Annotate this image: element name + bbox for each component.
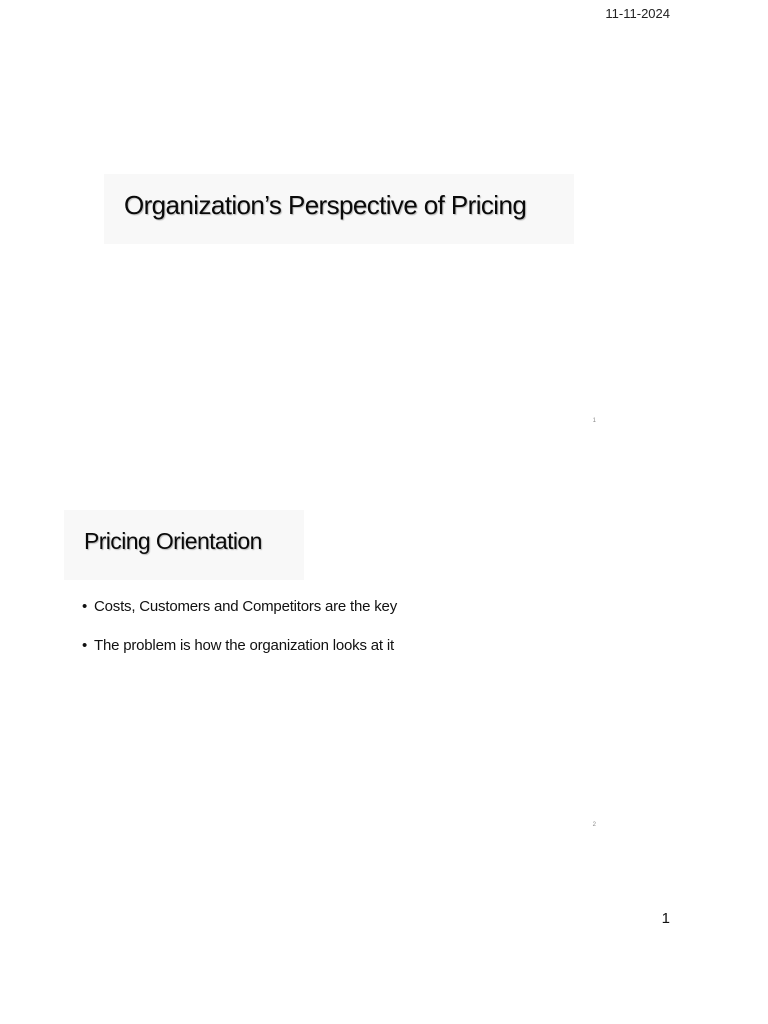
page-date: 11-11-2024 [605, 6, 670, 21]
bullet-text: Costs, Customers and Competitors are the key [94, 598, 397, 615]
bullet-icon: • [82, 598, 88, 615]
bullet-item [82, 637, 397, 654]
slide-2 [58, 530, 598, 830]
bullet-icon: • [82, 637, 88, 654]
slide-2-title-box [64, 510, 304, 580]
slide-1 [58, 130, 598, 430]
slide-1-title: Organization’s Perspective of Pricing [124, 190, 527, 220]
slide-1-title-box [104, 174, 574, 244]
page-number: 1 [661, 910, 670, 927]
bullet-item [82, 598, 397, 615]
slide-2-bullet-list [82, 598, 397, 676]
slide-2-title: Pricing Orientation [84, 528, 262, 554]
slide-1-number: 1 [592, 418, 596, 424]
bullet-text: The problem is how the organization looks at it [94, 637, 394, 654]
slide-2-number: 2 [592, 822, 596, 828]
